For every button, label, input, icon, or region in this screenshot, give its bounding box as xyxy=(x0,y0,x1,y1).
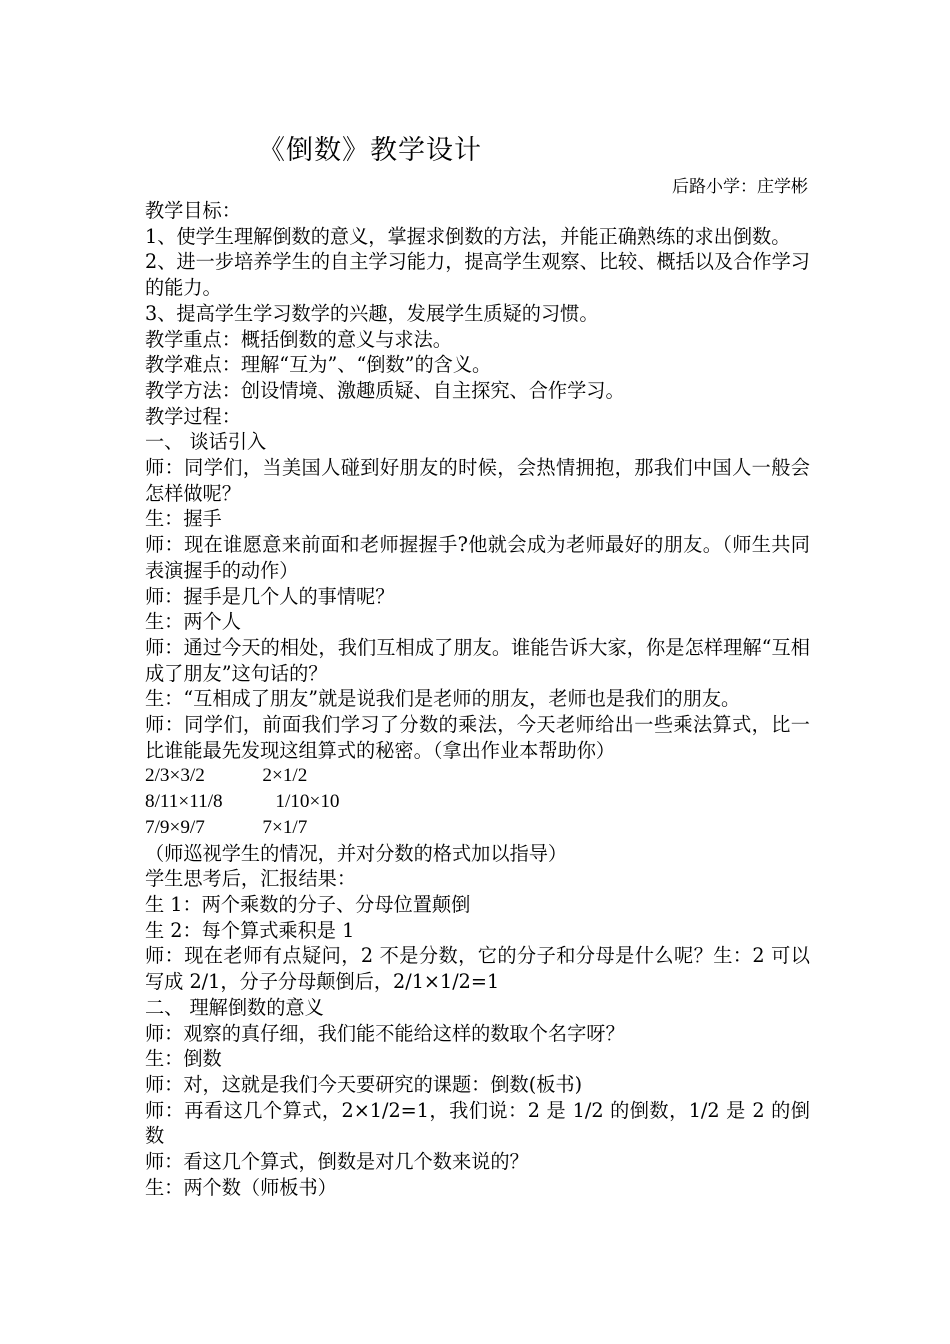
section-heading: 二、 理解倒数的意义 xyxy=(145,995,324,1019)
paragraph: 师：对，这就是我们今天要研究的课题：倒数(板书) xyxy=(145,1072,583,1096)
paragraph: 生 2：每个算式乘积是 1 xyxy=(145,918,355,942)
paragraph: 师：握手是几个人的事情呢？ xyxy=(145,584,395,608)
document-author: 后路小学：庄学彬 xyxy=(672,177,808,197)
paragraph: 生：“互相成了朋友”就是说我们是老师的朋友，老师也是我们的朋友。 xyxy=(145,687,741,711)
paragraph: 生：倒数 xyxy=(145,1047,222,1071)
paragraph: 师：通过今天的相处，我们互相成了朋友。谁能告诉大家，你是怎样理解“互相成了朋友”这句话的？ xyxy=(145,635,810,685)
paragraph: 生：两个数（师板书） xyxy=(145,1175,337,1199)
paragraph: 1、使学生理解倒数的意义，掌握求倒数的方法，并能正确熟练的求出倒数。 xyxy=(145,224,791,248)
paragraph: 师：同学们，前面我们学习了分数的乘法，今天老师给出一些乘法算式，比一比谁能最先发现这组算式的秘密。（拿出作业本帮助你） xyxy=(145,713,810,762)
paragraph: 生 1：两个乘数的分子、分母位置颠倒 xyxy=(145,892,471,916)
paragraph: 师：同学们，当美国人碰到好朋友的时候，会热情拥抱，那我们中国人一般会怎样做呢？ xyxy=(145,456,810,505)
paragraph: 2、进一步培养学生的自主学习能力，提高学生观察、比较、概括以及合作学习的能力。 xyxy=(145,250,810,300)
paragraph: 师：看这几个算式，倒数是对几个数来说的？ xyxy=(145,1150,529,1174)
paragraph: 教学难点：理解“互为”、“倒数”的含义。 xyxy=(145,353,492,377)
section-heading: 一、 谈话引入 xyxy=(145,430,267,454)
paragraph: 教学重点：概括倒数的意义与求法。 xyxy=(145,327,452,351)
paragraph: 师：现在谁愿意来前面和老师握握手?他就会成为老师最好的朋友。（师生共同表演握手的动作） xyxy=(145,533,810,582)
paragraph: 学生思考后，汇报结果： xyxy=(145,867,357,891)
paragraph: 教学目标： xyxy=(145,199,241,222)
paragraph: （师巡视学生的情况，并对分数的格式加以指导） xyxy=(145,841,568,865)
document-title: 《倒数》教学设计 xyxy=(258,135,482,166)
equation-row: 8/11×11/8 1/10×10 xyxy=(145,791,340,813)
equation-row: 2/3×3/2 2×1/2 xyxy=(145,765,308,787)
paragraph: 生：握手 xyxy=(145,507,222,531)
paragraph: 师：再看这几个算式，2×1/2=1，我们说：2 是 1/2 的倒数，1/2 是 2 的倒数 xyxy=(145,1098,810,1148)
paragraph: 师：现在老师有点疑问，2 不是分数，它的分子和分母是什么呢？生：2 可以写成 2/1，分子分母颠倒后，2/1×1/2=1 xyxy=(145,944,810,994)
equation-row: 7/9×9/7 7×1/7 xyxy=(145,816,308,838)
paragraph: 3、提高学生学习数学的兴趣，发展学生质疑的习惯。 xyxy=(145,301,599,325)
paragraph: 生：两个人 xyxy=(145,610,241,634)
document-body xyxy=(145,198,810,1200)
paragraph: 教学过程： xyxy=(145,404,241,428)
paragraph: 师：观察的真仔细，我们能不能给这样的数取个名字呀？ xyxy=(145,1021,625,1045)
paragraph: 教学方法：创设情境、激趣质疑、自主探究、合作学习。 xyxy=(145,378,625,402)
